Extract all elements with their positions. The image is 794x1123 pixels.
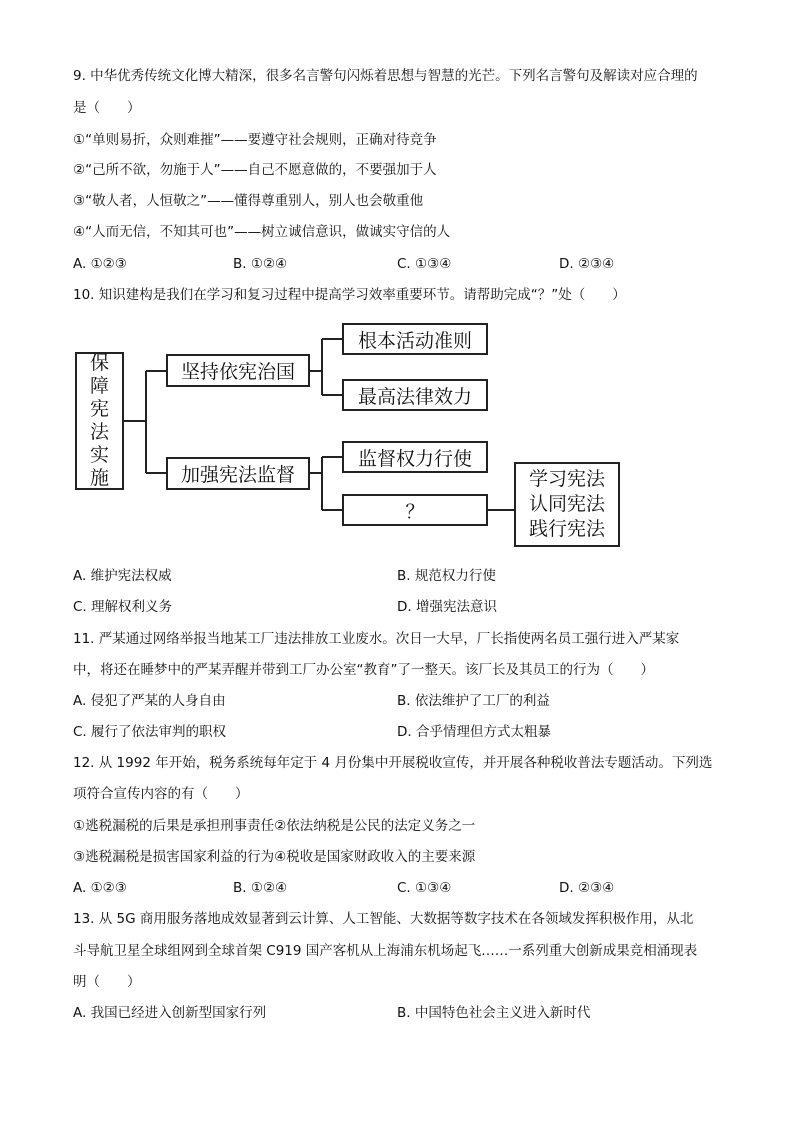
q9-option-d[interactable]: D. ②③④ xyxy=(559,256,615,272)
leaf-box-supervise-power: 监督权力行使 xyxy=(342,441,488,473)
branch-box-rule-by-constitution: 坚持依宪治国 xyxy=(166,354,310,387)
leaf-box-highest-legal-effect: 最高法律效力 xyxy=(342,379,488,411)
q12-option-d[interactable]: D. ②③④ xyxy=(559,880,615,896)
q10-stem: 10. 知识建构是我们在学习和复习过程中提高学习效率重要环节。请帮助完成“？”处（ ） xyxy=(73,287,626,303)
outcome-line-3: 践行宪法 xyxy=(528,518,605,540)
leaf-box-fundamental-rule: 根本活动准则 xyxy=(342,323,488,355)
q10-option-c[interactable]: C. 理解权利义务 xyxy=(73,599,173,615)
root-char-3: 宪 xyxy=(89,398,109,420)
outcome-line-1: 学习宪法 xyxy=(528,468,605,490)
q12-item-2: ③逃税漏税是损害国家利益的行为④税收是国家财政收入的主要来源 xyxy=(73,849,476,865)
q9-stem-line1: 9. 中华优秀传统文化博大精深，很多名言警句闪烁着思想与智慧的光芒。下列名言警句及解读对应合理的 xyxy=(73,68,698,84)
q9-stem-line2: 是（ ） xyxy=(73,100,141,116)
root-char-2: 障 xyxy=(89,375,109,397)
q12-option-a[interactable]: A. ①②③ xyxy=(73,880,127,896)
q13-stem-line2: 斗导航卫星全球组网到全球首架 C919 国产客机从上海浦东机场起飞……一系列重大创新成果竞相涌现表 xyxy=(73,943,698,959)
q13-stem-line3: 明（ ） xyxy=(73,974,141,990)
root-char-4: 法 xyxy=(89,421,109,443)
q10-option-d[interactable]: D. 增强宪法意识 xyxy=(397,599,497,615)
q13-option-b[interactable]: B. 中国特色社会主义进入新时代 xyxy=(397,1005,591,1021)
q9-option-b[interactable]: B. ①②④ xyxy=(233,256,288,272)
outcome-line-2: 认同宪法 xyxy=(528,493,605,515)
q9-item-2: ②“己所不欲，勿施于人”——自己不愿意做的，不要强加于人 xyxy=(73,162,437,178)
q11-option-c[interactable]: C. 履行了依法审判的职权 xyxy=(73,724,227,740)
q12-stem-line2: 项符合宣传内容的有（ ） xyxy=(73,786,249,802)
root-char-5: 实 xyxy=(89,444,109,466)
branch-box-constitution-supervision: 加强宪法监督 xyxy=(166,457,310,490)
q10-option-a[interactable]: A. 维护宪法权威 xyxy=(73,568,172,584)
q10-option-b[interactable]: B. 规范权力行使 xyxy=(397,568,496,584)
q12-option-c[interactable]: C. ①③④ xyxy=(397,880,452,896)
q11-option-b[interactable]: B. 依法维护了工厂的利益 xyxy=(397,693,550,709)
q9-option-a[interactable]: A. ①②③ xyxy=(73,256,127,272)
q11-stem-line1: 11. 严某通过网络举报当地某工厂违法排放工业废水。次日一大早，厂长指使两名员工强行进入严某家 xyxy=(73,631,680,647)
root-char-1: 保 xyxy=(89,352,109,374)
q9-item-1: ①“单则易折，众则难摧”——要遵守社会规则，正确对待竞争 xyxy=(73,132,437,148)
q9-item-4: ④“人而无信，不知其可也”——树立诚信意识，做诚实守信的人 xyxy=(73,224,451,240)
q12-item-1: ①逃税漏税的后果是承担刑事责任②依法纳税是公民的法定义务之一 xyxy=(73,818,476,834)
leaf-box-question-mark: ？ xyxy=(342,494,488,526)
q9-option-c[interactable]: C. ①③④ xyxy=(397,256,452,272)
root-char-6: 施 xyxy=(89,467,109,489)
q11-option-a[interactable]: A. 侵犯了严某的人身自由 xyxy=(73,693,226,709)
q12-option-b[interactable]: B. ①②④ xyxy=(233,880,288,896)
q13-option-a[interactable]: A. 我国已经进入创新型国家行列 xyxy=(73,1005,267,1021)
root-box-safeguard-constitution xyxy=(75,352,124,490)
q12-stem-line1: 12. 从 1992 年开始，税务系统每年定于 4 月份集中开展税收宣传，并开展各种税收普法专题活动。下列选 xyxy=(73,755,713,771)
q9-item-3: ③“敬人者，人恒敬之”——懂得尊重别人，别人也会敬重他 xyxy=(73,193,424,209)
q11-stem-line2: 中，将还在睡梦中的严某弄醒并带到工厂办公室“教育”了一整天。该厂长及其员工的行为（ ） xyxy=(73,662,654,678)
q11-option-d[interactable]: D. 合乎情理但方式太粗暴 xyxy=(397,724,551,740)
q13-stem-line1: 13. 从 5G 商用服务落地成效显著到云计算、人工智能、大数据等数字技术在各领域发挥积极作用，从北 xyxy=(73,911,694,927)
outcome-box-learn-accept-practice xyxy=(514,462,620,547)
